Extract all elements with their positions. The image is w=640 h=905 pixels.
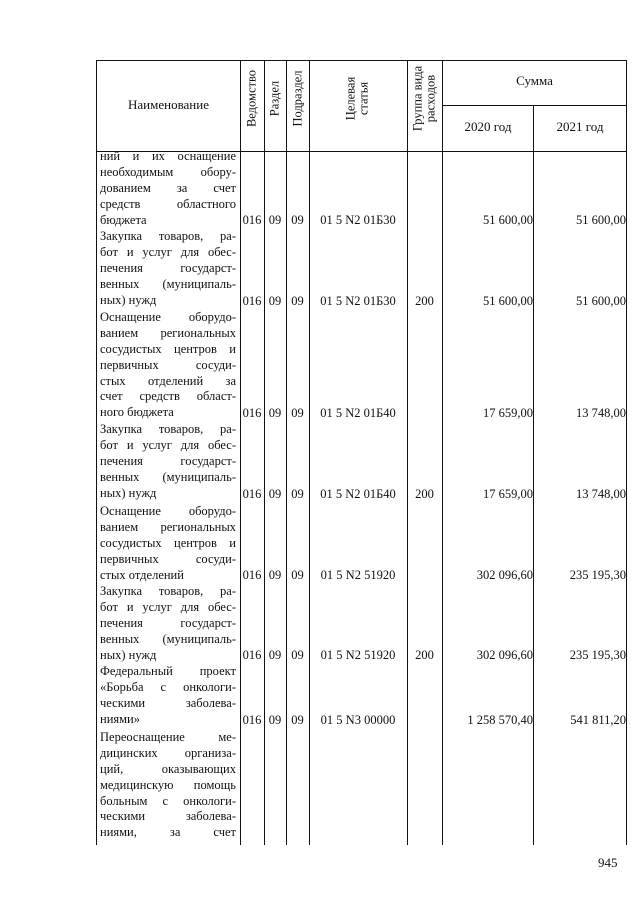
row-2020: 302 096,60 [476, 648, 533, 662]
row-sub: 09 [291, 487, 304, 501]
col-line-right [626, 60, 627, 845]
header-section: Раздел [267, 80, 282, 117]
row-sub: 09 [291, 406, 304, 420]
header-subsection: Подраздел [290, 70, 305, 127]
page-number: 945 [598, 855, 618, 870]
row-2021: 235 195,30 [569, 648, 626, 662]
row-article: 01 5 N2 01Б30 [320, 294, 396, 308]
row-article: 01 5 N2 51920 [320, 568, 396, 582]
header-name: Наименование [128, 97, 209, 112]
header-target-article-1: Целевая [343, 76, 358, 121]
row-dept: 016 [242, 713, 262, 727]
row-sec: 09 [268, 213, 282, 227]
row-name: ний и их оснащение необходимым обору- дованием за счет средств областного бюджета [100, 149, 236, 227]
row-2021: 51 600,00 [576, 294, 626, 308]
row-sub: 09 [291, 213, 304, 227]
header-year-2021: 2021 год [556, 119, 604, 134]
row-sec: 09 [268, 568, 282, 582]
row-dept: 016 [242, 487, 262, 501]
row-name: Оснащение оборудо- ванием региональных сосудистых центров и первичных сосуди- стых отделений [100, 504, 236, 582]
col-line-left [96, 60, 97, 845]
col-line-article [407, 60, 408, 845]
row-name: Оснащение оборудо- ванием региональных сосудистых центров и первичных сосуди- стых отделений за счет средств област- ного бюджета [100, 310, 236, 420]
header-year-2020: 2020 год [464, 119, 512, 134]
header-target-article-2: статья [356, 81, 371, 116]
header-department: Ведомство [244, 69, 259, 128]
row-name: Закупка товаров, ра- бот и услуг для обес- печения государст- венных (муниципаль- ных) нужд [100, 422, 236, 500]
row-2021: 235 195,30 [569, 568, 626, 582]
row-name: Федеральный проект «Борьба с онкологи- ческими заболева- ниями» [100, 664, 236, 726]
row-dept: 016 [242, 294, 262, 308]
row-2020: 51 600,00 [483, 213, 533, 227]
row-sub: 09 [291, 648, 304, 662]
row-2021: 51 600,00 [576, 213, 626, 227]
row-article: 01 5 N3 00000 [320, 713, 396, 727]
header-expense-group-1: Группа вида [410, 65, 425, 132]
row-name: Закупка товаров, ра- бот и услуг для обес- печения государст- венных (муниципаль- ных) нужд [100, 584, 236, 662]
row-article: 01 5 N2 01Б40 [320, 487, 396, 501]
row-sub: 09 [291, 568, 304, 582]
row-2020: 17 659,00 [483, 406, 533, 420]
row-name: Закупка товаров, ра- бот и услуг для обес- печения государст- венных (муниципаль- ных) нужд [100, 229, 236, 307]
row-sec: 09 [268, 487, 282, 501]
row-2021: 541 811,20 [570, 713, 626, 727]
row-name: Переоснащение ме- дицинских организа- ций, оказывающих медицинскую помощь больным с онкологи- ческими заболева- ниями, за счет [100, 730, 236, 840]
row-sec: 09 [268, 648, 282, 662]
row-2020: 1 258 570,40 [467, 713, 533, 727]
row-2020: 51 600,00 [483, 294, 533, 308]
row-2021: 13 748,00 [576, 487, 626, 501]
row-article: 01 5 N2 01Б40 [320, 406, 396, 420]
row-dept: 016 [242, 568, 262, 582]
row-2020: 302 096,60 [476, 568, 533, 582]
header-year-divider [442, 105, 627, 106]
row-2021: 13 748,00 [576, 406, 626, 420]
row-article: 01 5 N2 01Б30 [320, 213, 396, 227]
header-expense-group-2: расходов [423, 74, 438, 123]
row-2020: 17 659,00 [483, 487, 533, 501]
row-group: 200 [415, 294, 434, 308]
row-group: 200 [415, 648, 434, 662]
row-article: 01 5 N2 51920 [320, 648, 396, 662]
row-sub: 09 [291, 294, 304, 308]
row-dept: 016 [242, 406, 262, 420]
row-sub: 09 [291, 713, 304, 727]
row-sec: 09 [268, 713, 282, 727]
row-dept: 016 [242, 648, 262, 662]
row-group: 200 [415, 487, 434, 501]
row-dept: 016 [242, 213, 262, 227]
row-sec: 09 [268, 406, 282, 420]
row-sec: 09 [268, 294, 282, 308]
header-sum: Сумма [516, 73, 553, 88]
